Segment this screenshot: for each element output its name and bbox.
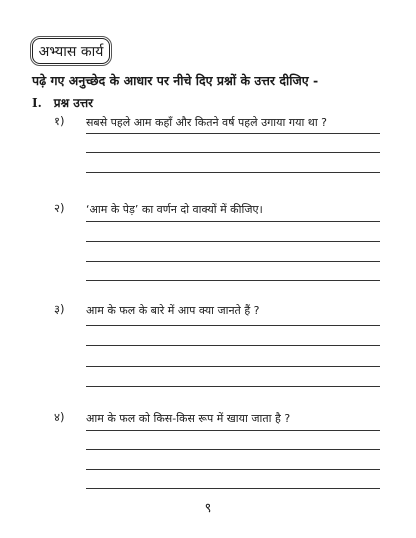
question-number: ४) (54, 410, 65, 424)
answer-line[interactable] (86, 325, 380, 326)
section-number: I. (32, 96, 42, 110)
answer-line[interactable] (86, 345, 380, 346)
question-text: आम के फल के बारे में आप क्या जानते हैं ? (86, 304, 260, 317)
question-number: २) (54, 201, 65, 215)
answer-line[interactable] (86, 172, 380, 173)
answer-line[interactable] (86, 241, 380, 242)
question-text: आम के फल को किस-किस रूप में खाया जाता है ? (86, 412, 291, 425)
answer-line[interactable] (86, 469, 380, 470)
answer-line[interactable] (86, 430, 380, 431)
section-label: प्रश्न उत्तर (53, 96, 94, 110)
answer-line[interactable] (86, 386, 380, 387)
answer-line[interactable] (86, 261, 380, 262)
question-number: ३) (54, 302, 65, 316)
question-text: ‘आम के पेड़’ का वर्णन दो वाक्यों में कीजिए। (86, 203, 263, 216)
answer-line[interactable] (86, 221, 380, 222)
answer-line[interactable] (86, 366, 380, 367)
instruction-text: पढ़े गए अनुच्छेद के आधार पर नीचे दिए प्रश्नों के उत्तर दीजिए - (32, 73, 319, 88)
page-number: ९ (204, 501, 212, 516)
section-heading (32, 94, 93, 111)
answer-line[interactable] (86, 133, 380, 134)
worksheet-title-text: अभ्यास कार्य (38, 43, 104, 60)
question-text: सबसे पहले आम कहाँ और कितने वर्ष पहले उगाया गया था ? (86, 116, 328, 129)
answer-line[interactable] (86, 488, 380, 489)
answer-line[interactable] (86, 280, 380, 281)
question-number: १) (54, 114, 65, 128)
answer-line[interactable] (86, 152, 380, 153)
answer-line[interactable] (86, 449, 380, 450)
worksheet-title (32, 38, 110, 64)
